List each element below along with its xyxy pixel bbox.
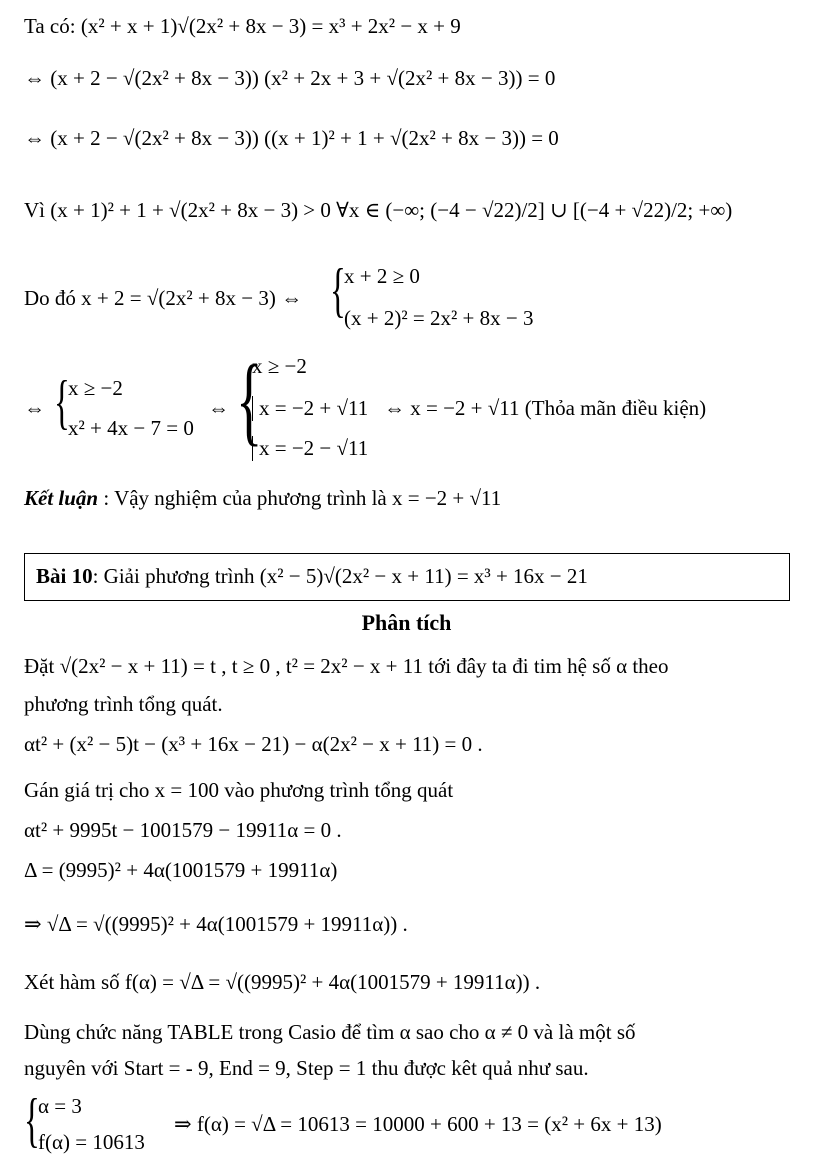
solution-result: ⇔ x = −2 + √11 (Thỏa mãn điều kiện) <box>384 396 707 420</box>
line-sqrt-delta: ⇒ √Δ = √((9995)² + 4α(1001579 + 19911α)) . <box>24 912 408 936</box>
system-2-row-1: x ≥ −2 <box>68 376 123 400</box>
line-substitution: Đặt √(2x² − x + 11) = t , t ≥ 0 , t² = 2x² − x + 11 tới đây ta đi tim hệ số α theo <box>24 654 669 678</box>
section-heading: Phân tích <box>361 610 452 635</box>
system-1-row-1: x + 2 ≥ 0 <box>344 264 420 288</box>
line-do-do: Do đó x + 2 = √(2x² + 8x − 3) ⇔ <box>24 286 303 310</box>
result-f-alpha: f(α) = 10613 <box>38 1130 145 1154</box>
line-table-1: Dùng chức năng TABLE trong Casio để tìm α sao cho α ≠ 0 và là một số <box>24 1020 636 1044</box>
exercise-text: : Giải phương trình (x² − 5)√(2x² − x + 11) = x³ + 16x − 21 <box>92 564 588 588</box>
exercise-label: Bài 10 <box>36 564 93 588</box>
line-assign-x: Gán giá trị cho x = 100 vào phương trình tổng quát <box>24 778 454 802</box>
conclusion-text: : Vậy nghiệm của phương trình là x = −2 + √11 <box>98 486 502 510</box>
line-equivalence-3: ⇔ <box>24 396 45 420</box>
system-2-row-2: x² + 4x − 7 = 0 <box>68 416 194 440</box>
line-general-eq: αt² + (x² − 5)t − (x³ + 16x − 21) − α(2x² − x + 11) = 0 . <box>24 732 483 756</box>
system-1-row-2: (x + 2)² = 2x² + 8x − 3 <box>344 306 534 330</box>
result-expansion: ⇒ f(α) = √Δ = 10613 = 10000 + 600 + 13 = (x² + 6x + 13) <box>174 1112 662 1136</box>
system-brace-1: { <box>330 257 346 323</box>
line-eq-x100: αt² + 9995t − 1001579 − 19911α = 0 . <box>24 818 342 842</box>
line-function: Xét hàm số f(α) = √Δ = √((9995)² + 4α(1001579 + 19911α)) . <box>24 970 541 994</box>
line-equivalence-1: ⇔ (x + 2 − √(2x² + 8x − 3)) (x² + 2x + 3 + √(2x² + 8x − 3)) = 0 <box>24 66 556 90</box>
line-table-2: nguyên với Start = - 9, End = 9, Step = 1 thu được kêt quả như sau. <box>24 1056 589 1080</box>
line-equation-1: Ta có: (x² + x + 1)√(2x² + 8x − 3) = x³ + 2x² − x + 9 <box>24 14 461 38</box>
result-alpha: α = 3 <box>38 1094 82 1118</box>
line-general-eq-label: phương trình tổng quát. <box>24 692 223 716</box>
equiv-arrow: ⇔ <box>208 396 229 420</box>
exercise-title <box>36 564 588 589</box>
conclusion-label: Kết luận <box>24 486 99 510</box>
system-brace-4: { <box>24 1087 40 1153</box>
line-equivalence-2: ⇔ (x + 2 − √(2x² + 8x − 3)) ((x + 1)² + 1 + √(2x² + 8x − 3)) = 0 <box>24 126 559 150</box>
system-3-row-1: x ≥ −2 <box>252 354 307 378</box>
line-condition: Vì (x + 1)² + 1 + √(2x² + 8x − 3) > 0 ∀x ∈ (−∞; (−4 − √22)/2] ∪ [(−4 + √22)/2; +∞) <box>24 198 733 222</box>
system-brace-3: { <box>236 344 263 455</box>
system-3-row-2: x = −2 + √11 <box>252 396 368 421</box>
conclusion-line <box>24 486 501 511</box>
system-3-row-3: x = −2 − √11 <box>252 436 368 461</box>
line-delta: Δ = (9995)² + 4α(1001579 + 19911α) <box>24 858 338 882</box>
system-brace-2: { <box>54 369 70 435</box>
